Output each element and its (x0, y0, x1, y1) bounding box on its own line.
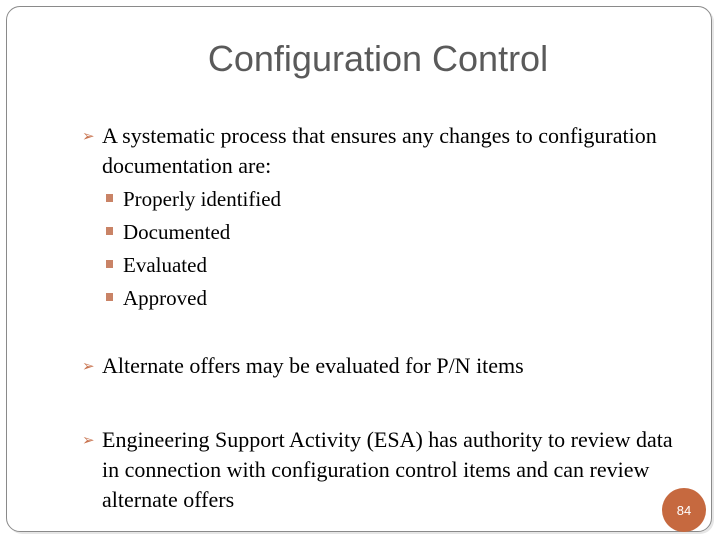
bullet-text: Engineering Support Activity (ESA) has authority to review data in connection with configuration control items and can review alternate offers (102, 427, 673, 512)
sub-bullet-item (104, 184, 281, 217)
page-number-badge (662, 488, 706, 532)
sub-bullet-list (104, 184, 281, 316)
square-bullet-icon (106, 194, 113, 202)
bullet-item (82, 425, 682, 515)
slide-title: Configuration Control (207, 38, 549, 79)
sub-bullet-item (104, 250, 281, 283)
arrow-bullet-icon: ➢ (82, 359, 95, 375)
page-number: 84 (676, 502, 692, 518)
sub-bullet-item (104, 217, 281, 250)
bullet-item (82, 351, 682, 381)
sub-bullet-text: Documented (123, 220, 231, 244)
arrow-bullet-icon: ➢ (82, 129, 95, 145)
sub-bullet-text: Evaluated (123, 253, 207, 277)
bullet-text: A systematic process that ensures any changes to configuration documentation are: (102, 123, 657, 178)
sub-bullet-text: Properly identified (123, 187, 282, 211)
arrow-bullet-icon: ➢ (82, 433, 95, 449)
bullet-text: Alternate offers may be evaluated for P/N items (102, 353, 524, 378)
square-bullet-icon (106, 260, 113, 268)
square-bullet-icon (106, 293, 113, 301)
bullet-item (82, 121, 682, 181)
square-bullet-icon (106, 227, 113, 235)
sub-bullet-text: Approved (123, 286, 207, 310)
sub-bullet-item (104, 283, 281, 316)
